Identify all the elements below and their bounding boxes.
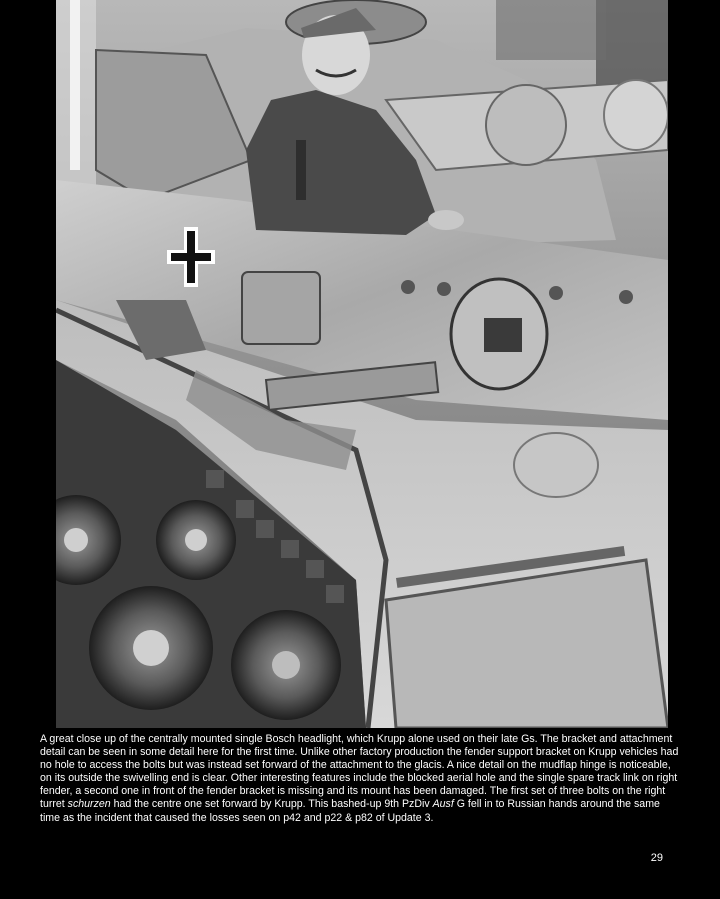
tank-photo-illustration (56, 0, 668, 728)
caption-text-part2: had the centre one set forward by Krupp. This bashed-up 9th PzDiv (110, 798, 433, 811)
tank-photograph (56, 0, 668, 728)
caption-italic-ausf: Ausf (432, 798, 454, 811)
caption-italic-schurzen: schurzen (67, 798, 111, 811)
caption-text-part1: A great close up of the centrally mounted single Bosch headlight, which Krupp alone used on their late Gs. The bracket and attachment detail can be seen in some detail here for the first time. Unlike other factory production the fender support bracket on Krupp vehicles had no hole to access the bolts but was instead set forward of the attachment to the glacis. A nice detail on the mudflap hinge is noticeable, on its outside the swivelling end is clear. Other interesting features include the blocked aerial hole and the single spare track link on right fender, a second one in front of the fender bracket is missing and its mount has been damaged. The first set of three bolts on the right turret (40, 733, 679, 811)
page-number: 29 (650, 852, 663, 864)
caption-text-part3: G fell in to Russian hands around the same time as the incident that caused the losses seen on p42 and p22 & p82 of Update 3. (40, 798, 660, 824)
photo-caption (40, 733, 682, 825)
